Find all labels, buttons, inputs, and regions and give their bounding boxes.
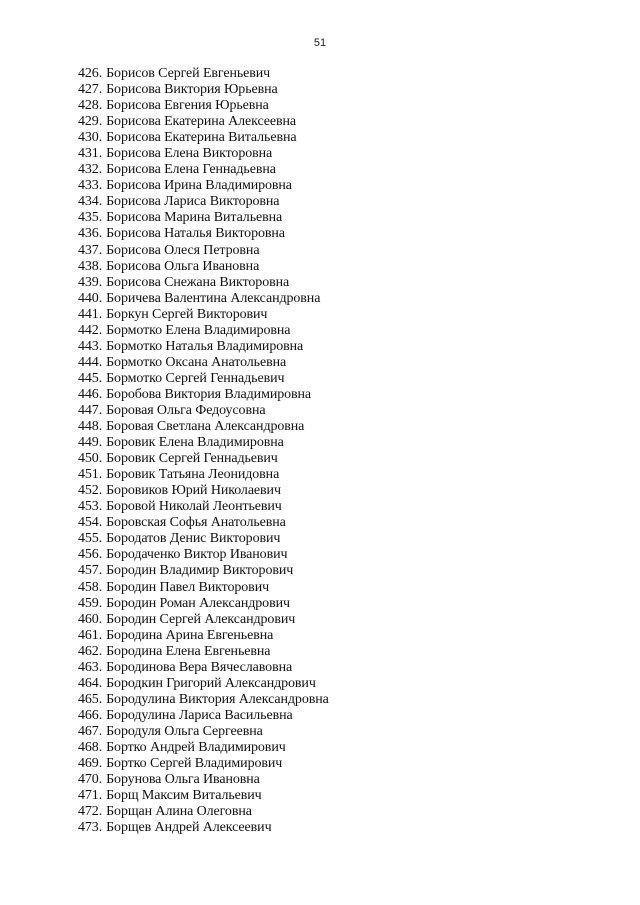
entry-number: 436. [78,226,103,242]
entry-number: 470. [78,772,103,788]
list-item [78,692,578,708]
list-item [78,419,578,435]
entry-name: Боровик Татьяна Леонидовна [106,467,280,483]
entry-name: Борисова Елена Викторовна [106,146,273,162]
entry-name: Бородин Роман Александрович [106,595,290,611]
entry-name: Борисова Марина Витальевна [106,210,283,226]
list-item [78,178,578,194]
entry-name: Борщан Алина Олеговна [106,804,252,820]
entry-number: 441. [78,306,103,322]
list-item [78,243,578,259]
entry-name: Боровая Светлана Александровна [106,419,305,435]
entry-name: Борисова Олеся Петровна [106,242,260,258]
entry-number: 427. [78,82,103,98]
list-item [78,724,578,740]
entry-number: 452. [78,483,103,499]
entry-name: Боробова Виктория Владимировна [106,386,312,402]
list-item [78,467,578,483]
entry-name: Борисова Екатерина Алексеевна [106,114,297,130]
entry-name: Бородин Сергей Александрович [106,611,296,627]
entry-number: 445. [78,370,103,386]
list-item [78,403,578,419]
entry-name: Борисова Виктория Юрьевна [106,82,278,98]
list-item [78,531,578,547]
entry-number: 469. [78,756,103,772]
entry-name: Боровик Сергей Геннадьевич [106,451,278,467]
list-item [78,756,578,772]
entry-number: 451. [78,467,103,483]
entry-name: Боричева Валентина Александровна [106,290,321,306]
entry-name: Борисова Наталья Викторовна [106,226,285,242]
entry-name: Бородин Павел Викторович [106,579,270,595]
entry-number: 439. [78,274,103,290]
entry-name: Борщ Максим Витальевич [106,788,262,804]
entry-name: Борисов Сергей Евгеньевич [106,66,271,81]
entry-name: Бортко Андрей Владимирович [106,739,286,755]
entry-number: 465. [78,691,103,707]
list-item [78,804,578,820]
entry-number: 444. [78,354,103,370]
list-item [78,644,578,660]
entry-number: 467. [78,723,103,739]
entry-number: 448. [78,419,103,435]
list-item [78,708,578,724]
name-list [78,66,578,836]
list-item [78,515,578,531]
entry-name: Боркун Сергей Викторович [106,306,268,322]
entry-name: Бородаченко Виктор Иванович [106,547,288,563]
entry-number: 446. [78,386,103,402]
entry-number: 450. [78,451,103,467]
list-item [78,114,578,130]
list-item [78,98,578,114]
entry-number: 438. [78,258,103,274]
entry-name: Боровская Софья Анатольевна [106,515,286,531]
entry-number: 463. [78,659,103,675]
list-item [78,660,578,676]
list-item [78,563,578,579]
list-item [78,788,578,804]
list-item [78,371,578,387]
entry-name: Бородуля Ольга Сергеевна [106,723,263,739]
entry-name: Борщев Андрей Алексеевич [106,820,272,836]
entry-number: 443. [78,338,103,354]
list-item [78,275,578,291]
entry-number: 458. [78,579,103,595]
list-item [78,162,578,178]
entry-number: 432. [78,162,103,178]
list-item [78,612,578,628]
entry-number: 466. [78,707,103,723]
entry-number: 428. [78,98,103,114]
entry-number: 440. [78,290,103,306]
entry-number: 468. [78,739,103,755]
list-item [78,483,578,499]
entry-name: Бородина Елена Евгеньевна [106,643,271,659]
entry-name: Бормотко Оксана Анатольевна [106,354,287,370]
entry-name: Бормотко Елена Владимировна [106,322,291,338]
entry-name: Борисова Снежана Викторовна [106,274,290,290]
entry-name: Боровая Ольга Федоусовна [106,402,266,418]
list-item [78,740,578,756]
entry-number: 431. [78,146,103,162]
entry-number: 462. [78,643,103,659]
list-item [78,323,578,339]
entry-name: Борисова Евгения Юрьевна [106,98,269,114]
entry-name: Бородулина Лариса Васильевна [106,707,293,723]
list-item [78,387,578,403]
entry-name: Бородинова Вера Вячеславовна [106,659,293,675]
list-item [78,355,578,371]
entry-name: Бородина Арина Евгеньевна [106,627,274,643]
entry-name: Бормотко Наталья Владимировна [106,338,304,354]
entry-name: Бородин Владимир Викторович [106,563,294,579]
list-item [78,451,578,467]
list-item [78,210,578,226]
entry-number: 472. [78,804,103,820]
entry-number: 442. [78,322,103,338]
list-item [78,259,578,275]
entry-number: 457. [78,563,103,579]
list-item [78,820,578,836]
entry-number: 456. [78,547,103,563]
entry-name: Бормотко Сергей Геннадьевич [106,370,285,386]
entry-number: 430. [78,130,103,146]
page-number: 51 [313,37,327,49]
entry-number: 434. [78,194,103,210]
list-item [78,628,578,644]
entry-number: 426. [78,66,103,81]
list-item [78,146,578,162]
list-item [78,339,578,355]
entry-name: Борисова Ирина Владимировна [106,178,292,194]
entry-name: Боровиков Юрий Николаевич [106,483,281,499]
entry-name: Бородкин Григорий Александрович [106,675,316,691]
list-item [78,130,578,146]
entry-number: 455. [78,531,103,547]
entry-number: 433. [78,178,103,194]
list-item [78,676,578,692]
list-item [78,580,578,596]
list-item [78,194,578,210]
list-item [78,772,578,788]
entry-number: 447. [78,402,103,418]
list-item [78,226,578,242]
entry-number: 435. [78,210,103,226]
entry-name: Бортко Сергей Владимирович [106,756,283,772]
list-item [78,435,578,451]
entry-name: Бородулина Виктория Александровна [106,691,329,707]
entry-number: 459. [78,595,103,611]
entry-name: Боровик Елена Владимировна [106,435,284,451]
entry-number: 437. [78,242,103,258]
entry-number: 473. [78,820,103,836]
entry-number: 429. [78,114,103,130]
list-item [78,596,578,612]
entry-name: Борисова Лариса Викторовна [106,194,280,210]
entry-number: 464. [78,675,103,691]
list-item [78,82,578,98]
entry-name: Бородатов Денис Викторович [106,531,281,547]
entry-number: 454. [78,515,103,531]
entry-name: Боровой Николай Леонтьевич [106,499,282,515]
entry-number: 453. [78,499,103,515]
entry-number: 461. [78,627,103,643]
entry-number: 449. [78,435,103,451]
list-item [78,307,578,323]
list-item [78,547,578,563]
list-item [78,499,578,515]
list-item [78,291,578,307]
entry-name: Борисова Екатерина Витальевна [106,130,297,146]
entry-name: Борисова Ольга Ивановна [106,258,260,274]
entry-name: Борисова Елена Геннадьевна [106,162,276,178]
entry-number: 471. [78,788,103,804]
list-item [78,66,578,82]
entry-name: Борунова Ольга Ивановна [106,772,260,788]
entry-number: 460. [78,611,103,627]
